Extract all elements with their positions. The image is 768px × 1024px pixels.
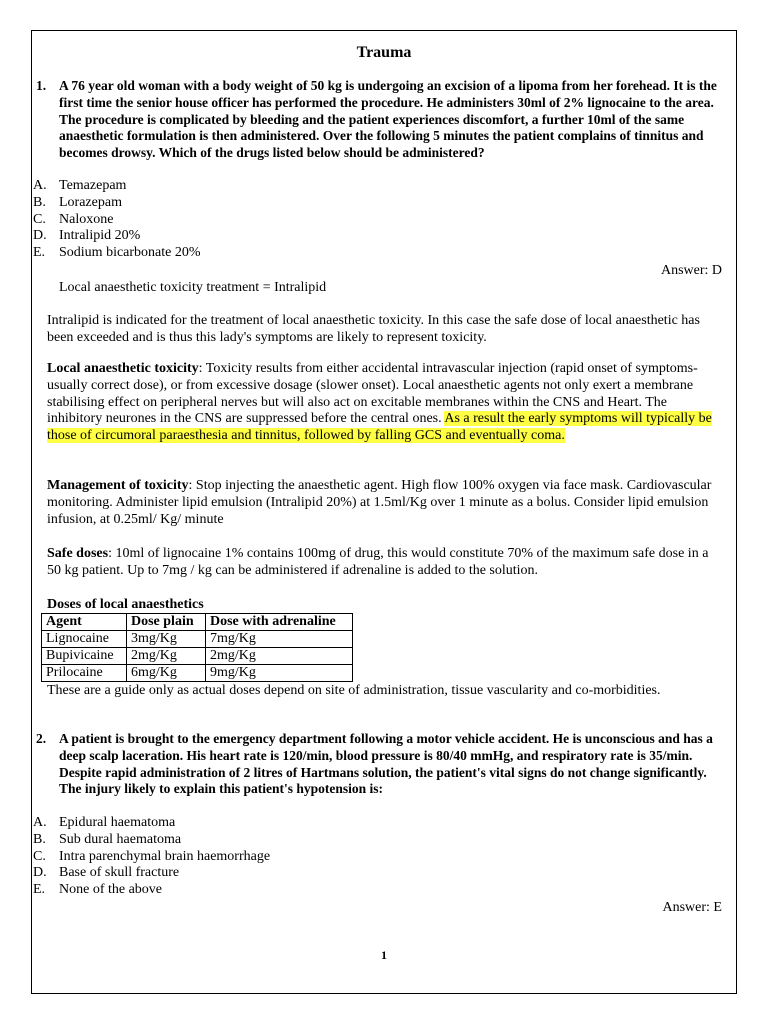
question-2-options bbox=[33, 815, 270, 899]
table-row bbox=[42, 648, 353, 665]
option-d: D. Base of skull fracture bbox=[33, 865, 180, 881]
highlighted-text: As a result the early symptoms will typically be those of circumoral paraesthesia and tinnitus, followed by falling GCS and eventually coma. bbox=[47, 411, 712, 444]
explanation-paragraph: Intralipid is indicated for the treatment of local anaesthetic toxicity. In this case the safe dose of local anaesthetic has been exceeded and is thus this lady's symptoms are likely to represent toxicity. bbox=[47, 313, 700, 345]
question-2-number: 2. bbox=[36, 731, 47, 746]
option-a: A. Temazepam bbox=[33, 178, 127, 193]
question-1-text: A 76 year old woman with a body weight of 50 kg is undergoing an excision of a lipoma from her forehead. It is the first time the senior house officer has performed the procedure. He administers 30ml of 2% lignocaine to the area. The procedure is complicated by bleeding and the patient experiences discomfort, a further 10ml of the same anaesthetic formulation is then administered. Over the following 5 minutes the patient complains of tinnitus and becomes drowsy. Which of the drugs listed below should be administered? bbox=[59, 78, 717, 161]
option-c: C. Naloxone bbox=[33, 211, 114, 227]
option-e: E. None of the above bbox=[33, 882, 163, 898]
table-cell: 9mg/Kg bbox=[206, 665, 353, 682]
page-number: 1 bbox=[381, 948, 387, 962]
question-2-answer: Answer: E bbox=[662, 900, 722, 915]
table-cell: 3mg/Kg bbox=[127, 631, 206, 648]
safe-doses-paragraph: Safe doses: 10ml of lignocaine 1% contains 100mg of drug, this would constitute 70% of the maximum safe dose in a 50 kg patient. Up to 7mg / kg can be administered if adrenaline is added to the solution. bbox=[47, 546, 709, 578]
option-c: C. Intra parenchymal brain haemorrhage bbox=[33, 848, 271, 864]
question-1-number: 1. bbox=[36, 78, 47, 93]
table-cell: Lignocaine bbox=[42, 631, 127, 648]
table-cell: 7mg/Kg bbox=[206, 631, 353, 648]
safe-doses-heading: Safe doses bbox=[47, 546, 109, 561]
option-b: B. Sub dural haematoma bbox=[33, 831, 182, 847]
page-title: Trauma bbox=[356, 44, 412, 61]
doses-table bbox=[41, 613, 353, 682]
management-paragraph: Management of toxicity: Stop injecting the anaesthetic agent. High flow 100% oxygen via face mask. Cardiovascular monitoring. Administer lipid emulsion (Intralipid 20%) at 1.5ml/Kg over 1 minute as a bolus. Consider lipid emulsion infusion, at 0.25ml/ Kg/ minute bbox=[47, 478, 712, 527]
table-cell: 2mg/Kg bbox=[127, 648, 206, 665]
option-a: A. Epidural haematoma bbox=[33, 815, 176, 830]
table-header-row bbox=[42, 614, 353, 631]
option-d: D. Intralipid 20% bbox=[33, 228, 141, 244]
table-row bbox=[42, 631, 353, 648]
table-note: These are a guide only as actual doses depend on site of administration, tissue vascularity and co-morbidities. bbox=[47, 683, 661, 698]
question-1-answer: Answer: D bbox=[660, 263, 722, 278]
management-heading: Management of toxicity bbox=[47, 478, 189, 493]
option-e: E. Sodium bicarbonate 20% bbox=[33, 245, 201, 261]
table-row bbox=[42, 665, 353, 682]
toxicity-heading: Local anaesthetic toxicity bbox=[47, 361, 199, 376]
option-b: B. Lorazepam bbox=[33, 194, 122, 210]
table-header: Dose plain bbox=[127, 614, 206, 631]
table-cell: 6mg/Kg bbox=[127, 665, 206, 682]
question-2-text: A patient is brought to the emergency department following a motor vehicle accident. He is unconscious and has a deep scalp laceration. His heart rate is 120/min, blood pressure is 80/40 mmHg, and respiratory rate is 35/min. Despite rapid administration of 2 litres of Hartmans solution, the patient's vital signs do not change significantly. The injury likely to explain this patient's hypotension is: bbox=[59, 731, 713, 797]
table-header: Dose with adrenaline bbox=[206, 614, 353, 631]
table-heading: Doses of local anaesthetics bbox=[47, 597, 204, 612]
table-header: Agent bbox=[42, 614, 127, 631]
table-cell: Prilocaine bbox=[42, 665, 127, 682]
table-cell: 2mg/Kg bbox=[206, 648, 353, 665]
question-1-options bbox=[33, 178, 201, 262]
answer-summary: Local anaesthetic toxicity treatment = Intralipid bbox=[59, 280, 327, 295]
toxicity-paragraph: Local anaesthetic toxicity: Toxicity results from either accidental intravascular injection (rapid onset of symptoms-usually correct dose), or from excessive dosage (slower onset). Local anaesthetic agents not only exert a membrane stabilising effect on peripheral nerves but will also act on excitable membranes within the CNS and Heart. The inhibitory neurones in the CNS are suppressed before the central ones. As a result the early symptoms will typically be those of circumoral paraesthesia and tinnitus, followed by falling GCS and eventually coma. bbox=[47, 361, 712, 444]
table-cell: Bupivicaine bbox=[42, 648, 127, 665]
